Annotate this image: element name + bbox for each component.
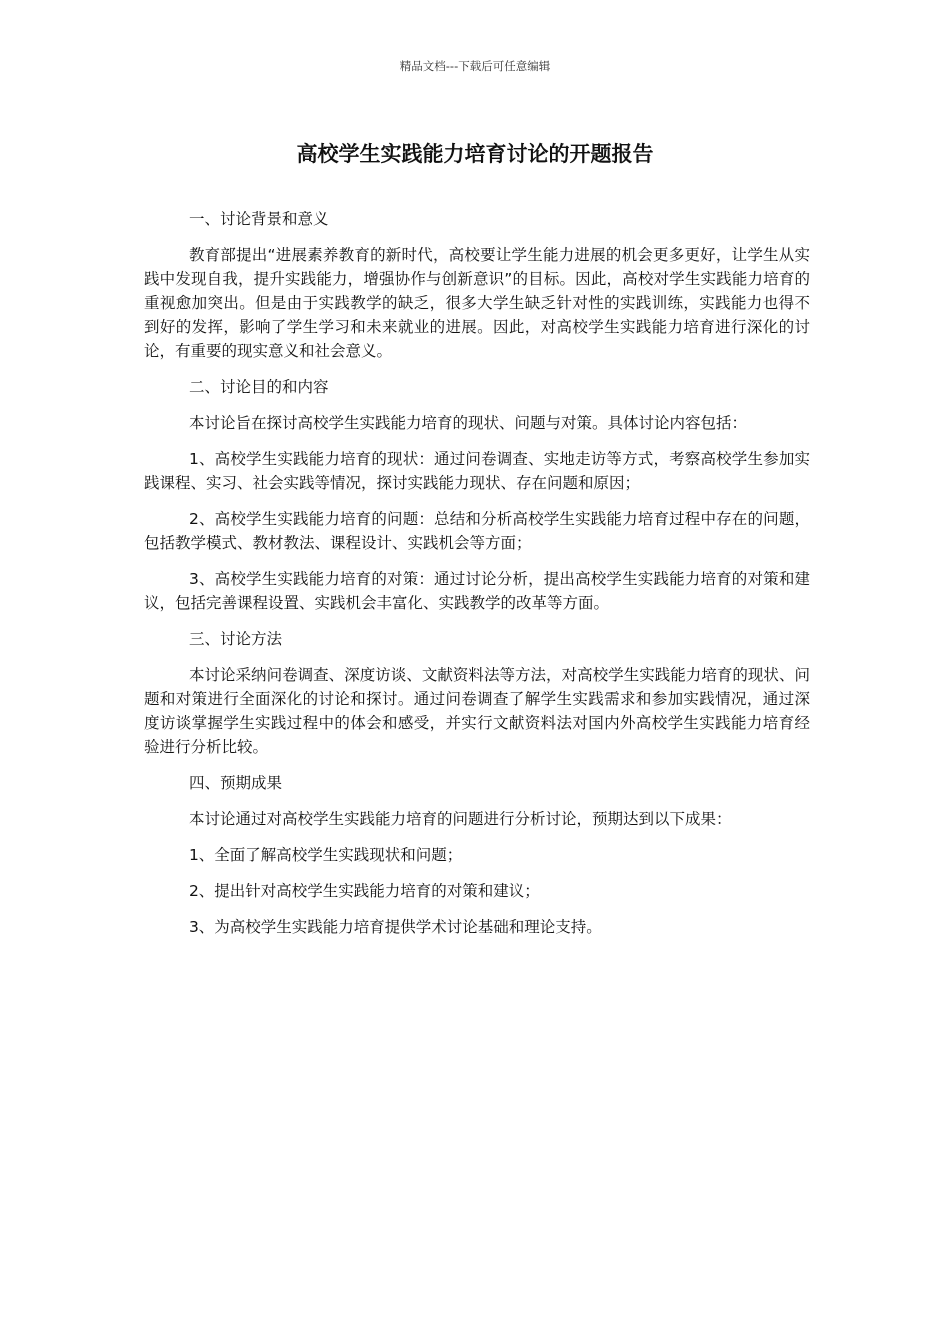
document-title: 高校学生实践能力培育讨论的开题报告 [296, 142, 654, 166]
section-heading-results: 四、预期成果 [188, 774, 282, 792]
paragraph-results-item-2: 2、提出针对高校学生实践能力培育的对策和建议； [188, 882, 540, 900]
paragraph-purpose-item-1: 1、高校学生实践能力培育的现状：通过问卷调查、实地走访等方式，考察高校学生参加实践课程、实习、社会实践等情况，探讨实践能力现状、存在问题和原因； [144, 450, 810, 492]
document-body [144, 207, 810, 951]
paragraph-method: 本讨论采纳问卷调查、深度访谈、文献资料法等方法，对高校学生实践能力培育的现状、问题和对策进行全面深化的讨论和探讨。通过问卷调查了解学生实践需求和参加实践情况，通过深度访谈掌握学生实践过程中的体会和感受，并实行文献资料法对国内外高校学生实践能力培育经验进行分析比较。 [144, 666, 810, 756]
paragraph-results-item-1: 1、全面了解高校学生实践现状和问题； [188, 846, 463, 864]
section-heading-method: 三、讨论方法 [188, 630, 282, 648]
paragraph-results-intro: 本讨论通过对高校学生实践能力培育的问题进行分析讨论，预期达到以下成果： [188, 810, 732, 828]
paragraph-purpose-item-2: 2、高校学生实践能力培育的问题：总结和分析高校学生实践能力培育过程中存在的问题，包括教学模式、教材教法、课程设计、实践机会等方面； [144, 510, 810, 552]
paragraph-results-item-3: 3、为高校学生实践能力培育提供学术讨论基础和理论支持。 [188, 918, 602, 936]
section-heading-background: 一、讨论背景和意义 [188, 210, 329, 228]
paragraph-purpose-intro: 本讨论旨在探讨高校学生实践能力培育的现状、问题与对策。具体讨论内容包括： [188, 414, 747, 432]
section-heading-purpose: 二、讨论目的和内容 [188, 378, 329, 396]
header-note: 精品文档---下载后可任意编辑 [399, 59, 551, 73]
paragraph-purpose-item-3: 3、高校学生实践能力培育的对策：通过讨论分析，提出高校学生实践能力培育的对策和建议，包括完善课程设置、实践机会丰富化、实践教学的改革等方面。 [144, 570, 810, 612]
paragraph-background: 教育部提出“进展素养教育的新时代，高校要让学生能力进展的机会更多更好，让学生从实践中发现自我，提升实践能力，增强协作与创新意识”的目标。因此，高校对学生实践能力培育的重视愈加突出。但是由于实践教学的缺乏，很多大学生缺乏针对性的实践训练，实践能力也得不到好的发挥，影响了学生学习和未来就业的进展。因此，对高校学生实践能力培育进行深化的讨论，有重要的现实意义和社会意义。 [144, 246, 810, 360]
